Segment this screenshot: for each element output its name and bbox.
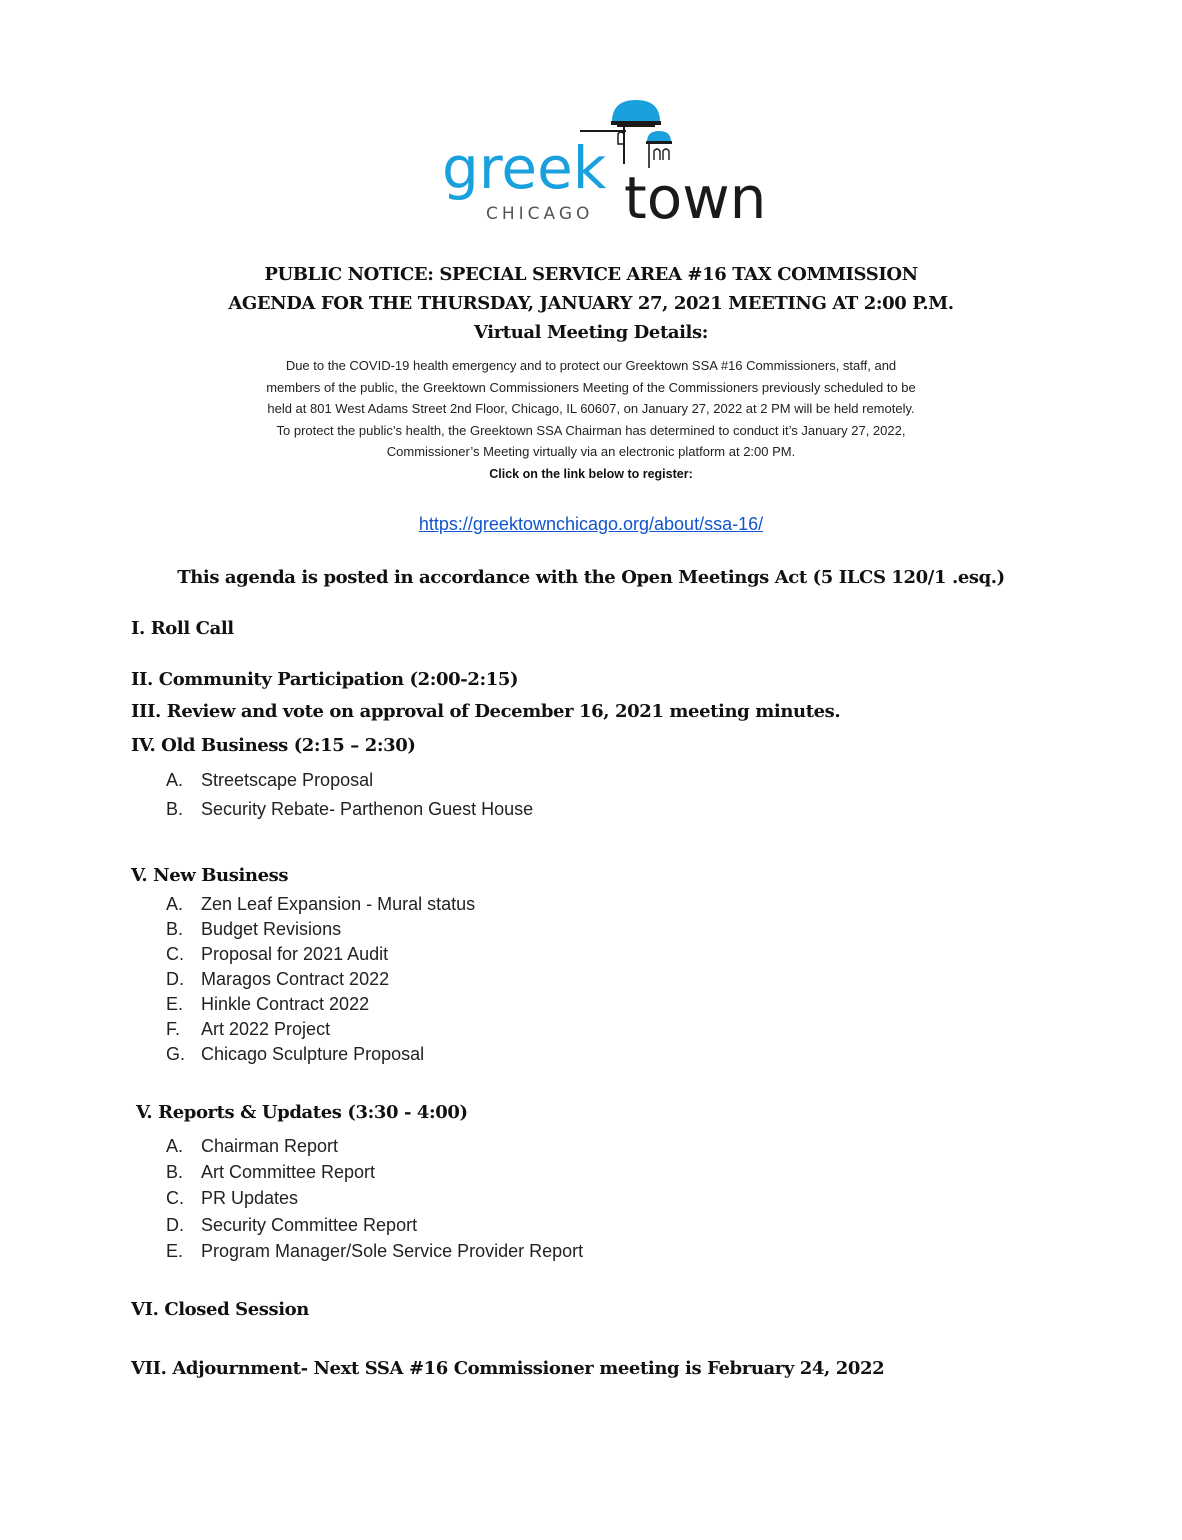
section-new-business: V. New Business xyxy=(131,865,289,886)
item-letter: A. xyxy=(166,1136,184,1156)
list-item xyxy=(166,994,475,1019)
register-link[interactable]: https://greektownchicago.org/about/ssa-16/ xyxy=(418,514,764,534)
item-text: Proposal for 2021 Audit xyxy=(201,944,389,964)
item-text: PR Updates xyxy=(201,1188,299,1209)
item-letter: C. xyxy=(166,944,184,964)
list-item xyxy=(166,1188,583,1214)
list-item xyxy=(166,969,475,994)
item-letter: A. xyxy=(166,894,184,914)
item-text: Chairman Report xyxy=(201,1136,339,1156)
item-letter: B. xyxy=(166,799,184,819)
meeting-details xyxy=(0,355,1182,463)
details-line: members of the public, the Greektown Commissioners Meeting of the Commissioners previously scheduled to be xyxy=(266,379,916,395)
logo-word-chicago: CHICAGO xyxy=(486,204,594,224)
agenda-title: AGENDA FOR THE THURSDAY, JANUARY 27, 2021 MEETING AT 2:00 P.M. xyxy=(228,293,954,314)
list-item xyxy=(166,1162,583,1188)
section-reports-updates: V. Reports & Updates (3:30 - 4:00) xyxy=(136,1102,468,1123)
item-letter: A. xyxy=(166,770,184,790)
item-letter: D. xyxy=(166,1214,184,1235)
item-letter: C. xyxy=(166,1188,184,1209)
register-label: Click on the link below to register: xyxy=(489,467,693,481)
item-text: Security Committee Report xyxy=(201,1214,418,1235)
item-text: Streetscape Proposal xyxy=(201,770,374,790)
item-text: Maragos Contract 2022 xyxy=(201,969,390,989)
item-text: Hinkle Contract 2022 xyxy=(201,994,370,1014)
list-item xyxy=(166,919,475,944)
item-letter: E. xyxy=(166,1240,184,1261)
item-text: Security Rebate- Parthenon Guest House xyxy=(201,799,534,819)
section-review-minutes: III. Review and vote on approval of December 16, 2021 meeting minutes. xyxy=(131,701,841,722)
item-text: Art 2022 Project xyxy=(201,1019,331,1039)
item-text: Chicago Sculpture Proposal xyxy=(201,1044,425,1064)
reports-list xyxy=(166,1136,583,1267)
list-item xyxy=(166,1215,583,1241)
virtual-meeting-title: Virtual Meeting Details: xyxy=(474,322,708,343)
item-letter: F. xyxy=(166,1019,181,1039)
item-letter: E. xyxy=(166,994,184,1014)
list-item xyxy=(166,1044,475,1069)
list-item xyxy=(166,944,475,969)
details-line: To protect the public’s health, the Greektown SSA Chairman has determined to conduct it’s January 27, 2022, xyxy=(276,422,906,438)
list-item xyxy=(166,799,533,828)
details-line: Due to the COVID-19 health emergency and to protect our Greektown SSA #16 Commissioners, staff, and xyxy=(285,358,897,373)
list-item xyxy=(166,770,533,799)
section-adjournment: VII. Adjournment- Next SSA #16 Commissioner meeting is February 24, 2022 xyxy=(131,1358,885,1379)
item-letter: B. xyxy=(166,919,184,939)
item-text: Budget Revisions xyxy=(201,919,342,939)
item-text: Art Committee Report xyxy=(201,1162,376,1183)
item-letter: G. xyxy=(166,1044,186,1064)
new-business-list xyxy=(166,894,475,1069)
section-roll-call: I. Roll Call xyxy=(131,618,234,639)
list-item xyxy=(166,1241,583,1267)
section-community-participation: II. Community Participation (2:00-2:15) xyxy=(131,669,519,690)
notice-title: PUBLIC NOTICE: SPECIAL SERVICE AREA #16 TAX COMMISSION xyxy=(264,264,918,285)
greektown-logo xyxy=(440,94,770,226)
logo-word-greek: greek xyxy=(442,134,607,202)
list-item xyxy=(166,894,475,919)
details-line: held at 801 West Adams Street 2nd Floor, Chicago, IL 60607, on January 27, 2022 at 2 PM will be held remotely. xyxy=(267,401,915,416)
item-letter: D. xyxy=(166,969,184,989)
logo-word-town: town xyxy=(624,164,767,226)
section-closed-session: VI. Closed Session xyxy=(131,1299,309,1320)
item-letter: B. xyxy=(166,1162,184,1183)
domed-chapel-icon xyxy=(440,94,770,226)
list-item xyxy=(166,1136,583,1162)
list-item xyxy=(166,1019,475,1044)
section-old-business: IV. Old Business (2:15 – 2:30) xyxy=(131,735,416,756)
old-business-list xyxy=(166,770,533,828)
open-meetings-statement: This agenda is posted in accordance with the Open Meetings Act (5 ILCS 120/1 .esq.) xyxy=(177,567,1005,588)
item-text: Program Manager/Sole Service Provider Report xyxy=(201,1240,584,1261)
register-link-wrap xyxy=(0,514,1182,535)
details-line: Commissioner’s Meeting virtually via an electronic platform at 2:00 PM. xyxy=(386,444,796,459)
item-text: Zen Leaf Expansion - Mural status xyxy=(201,894,476,914)
